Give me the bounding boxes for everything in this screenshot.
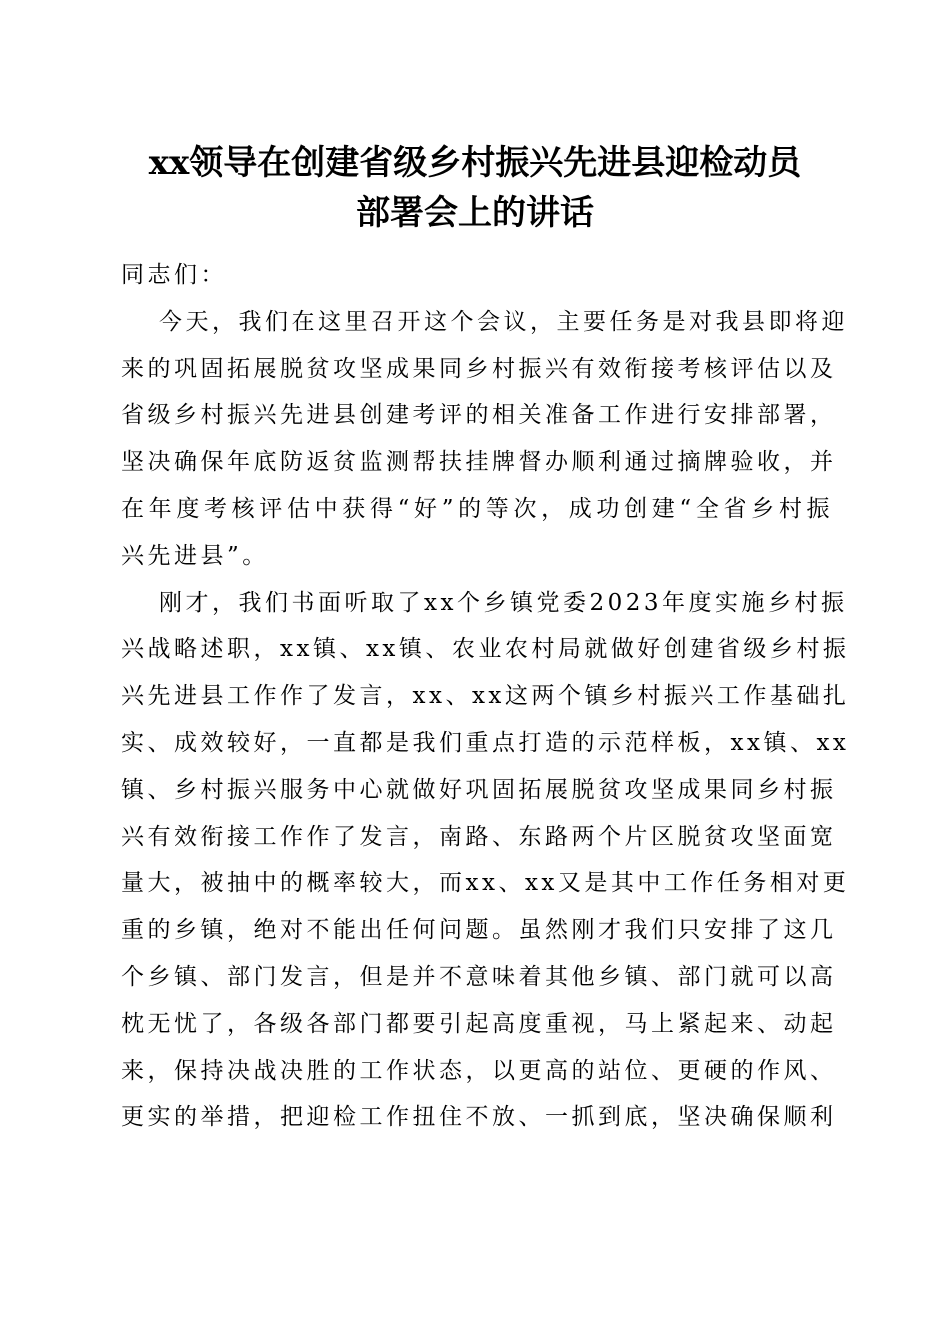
paragraph-line: 更实的举措，把迎检工作扭住不放、一抓到底，坚决确保顺利 xyxy=(121,1104,837,1131)
document-title xyxy=(100,138,850,238)
paragraph-line: 来的巩固拓展脱贫攻坚成果同乡村振兴有效衔接考核评估以及 xyxy=(121,355,837,382)
paragraph-line: 量大，被抽中的概率较大，而xx、xx又是其中工作任务相对更 xyxy=(121,870,850,897)
paragraph-line: 来，保持决战决胜的工作状态，以更高的站位、更硬的作风、 xyxy=(121,1057,837,1084)
salutation: 同志们： xyxy=(121,262,227,288)
paragraph-line: 刚才，我们书面听取了xx个乡镇党委2023年度实施乡村振 xyxy=(159,589,848,616)
title-line-2: 部署会上的讲话 xyxy=(356,193,594,233)
paragraph-line: 省级乡村振兴先进县创建考评的相关准备工作进行安排部署， xyxy=(121,402,837,429)
paragraph-line: 枕无忧了，各级各部门都要引起高度重视，马上紧起来、动起 xyxy=(121,1010,837,1037)
paragraph-line: 重的乡镇，绝对不能出任何问题。虽然刚才我们只安排了这几 xyxy=(121,917,837,944)
paragraph-line: 今天，我们在这里召开这个会议，主要任务是对我县即将迎 xyxy=(159,308,848,335)
paragraph-line: 个乡镇、部门发言，但是并不意味着其他乡镇、部门就可以高 xyxy=(121,963,837,990)
paragraph-line: 兴先进县”。 xyxy=(121,542,269,569)
title-line-1: xx领导在创建省级乡村振兴先进县迎检动员 xyxy=(148,143,802,183)
paragraph-2 xyxy=(121,580,850,1142)
paragraph-line: 兴有效衔接工作作了发言，南路、东路两个片区脱贫攻坚面宽 xyxy=(121,823,837,850)
paragraph-line: 坚决确保年底防返贫监测帮扶挂牌督办顺利通过摘牌验收，并 xyxy=(121,449,837,476)
paragraph-line: 实、成效较好，一直都是我们重点打造的示范样板，xx镇、xx xyxy=(121,729,850,756)
document-body xyxy=(121,252,850,1141)
paragraph-line: 在年度考核评估中获得“好”的等次，成功创建“全省乡村振 xyxy=(121,495,833,522)
paragraph-line: 兴战略述职，xx镇、xx镇、农业农村局就做好创建省级乡村振 xyxy=(121,636,850,663)
paragraph-1 xyxy=(121,299,848,580)
paragraph-line: 镇、乡村振兴服务中心就做好巩固拓展脱贫攻坚成果同乡村振 xyxy=(121,776,837,803)
paragraph-line: 兴先进县工作作了发言，xx、xx这两个镇乡村振兴工作基础扎 xyxy=(121,683,850,710)
